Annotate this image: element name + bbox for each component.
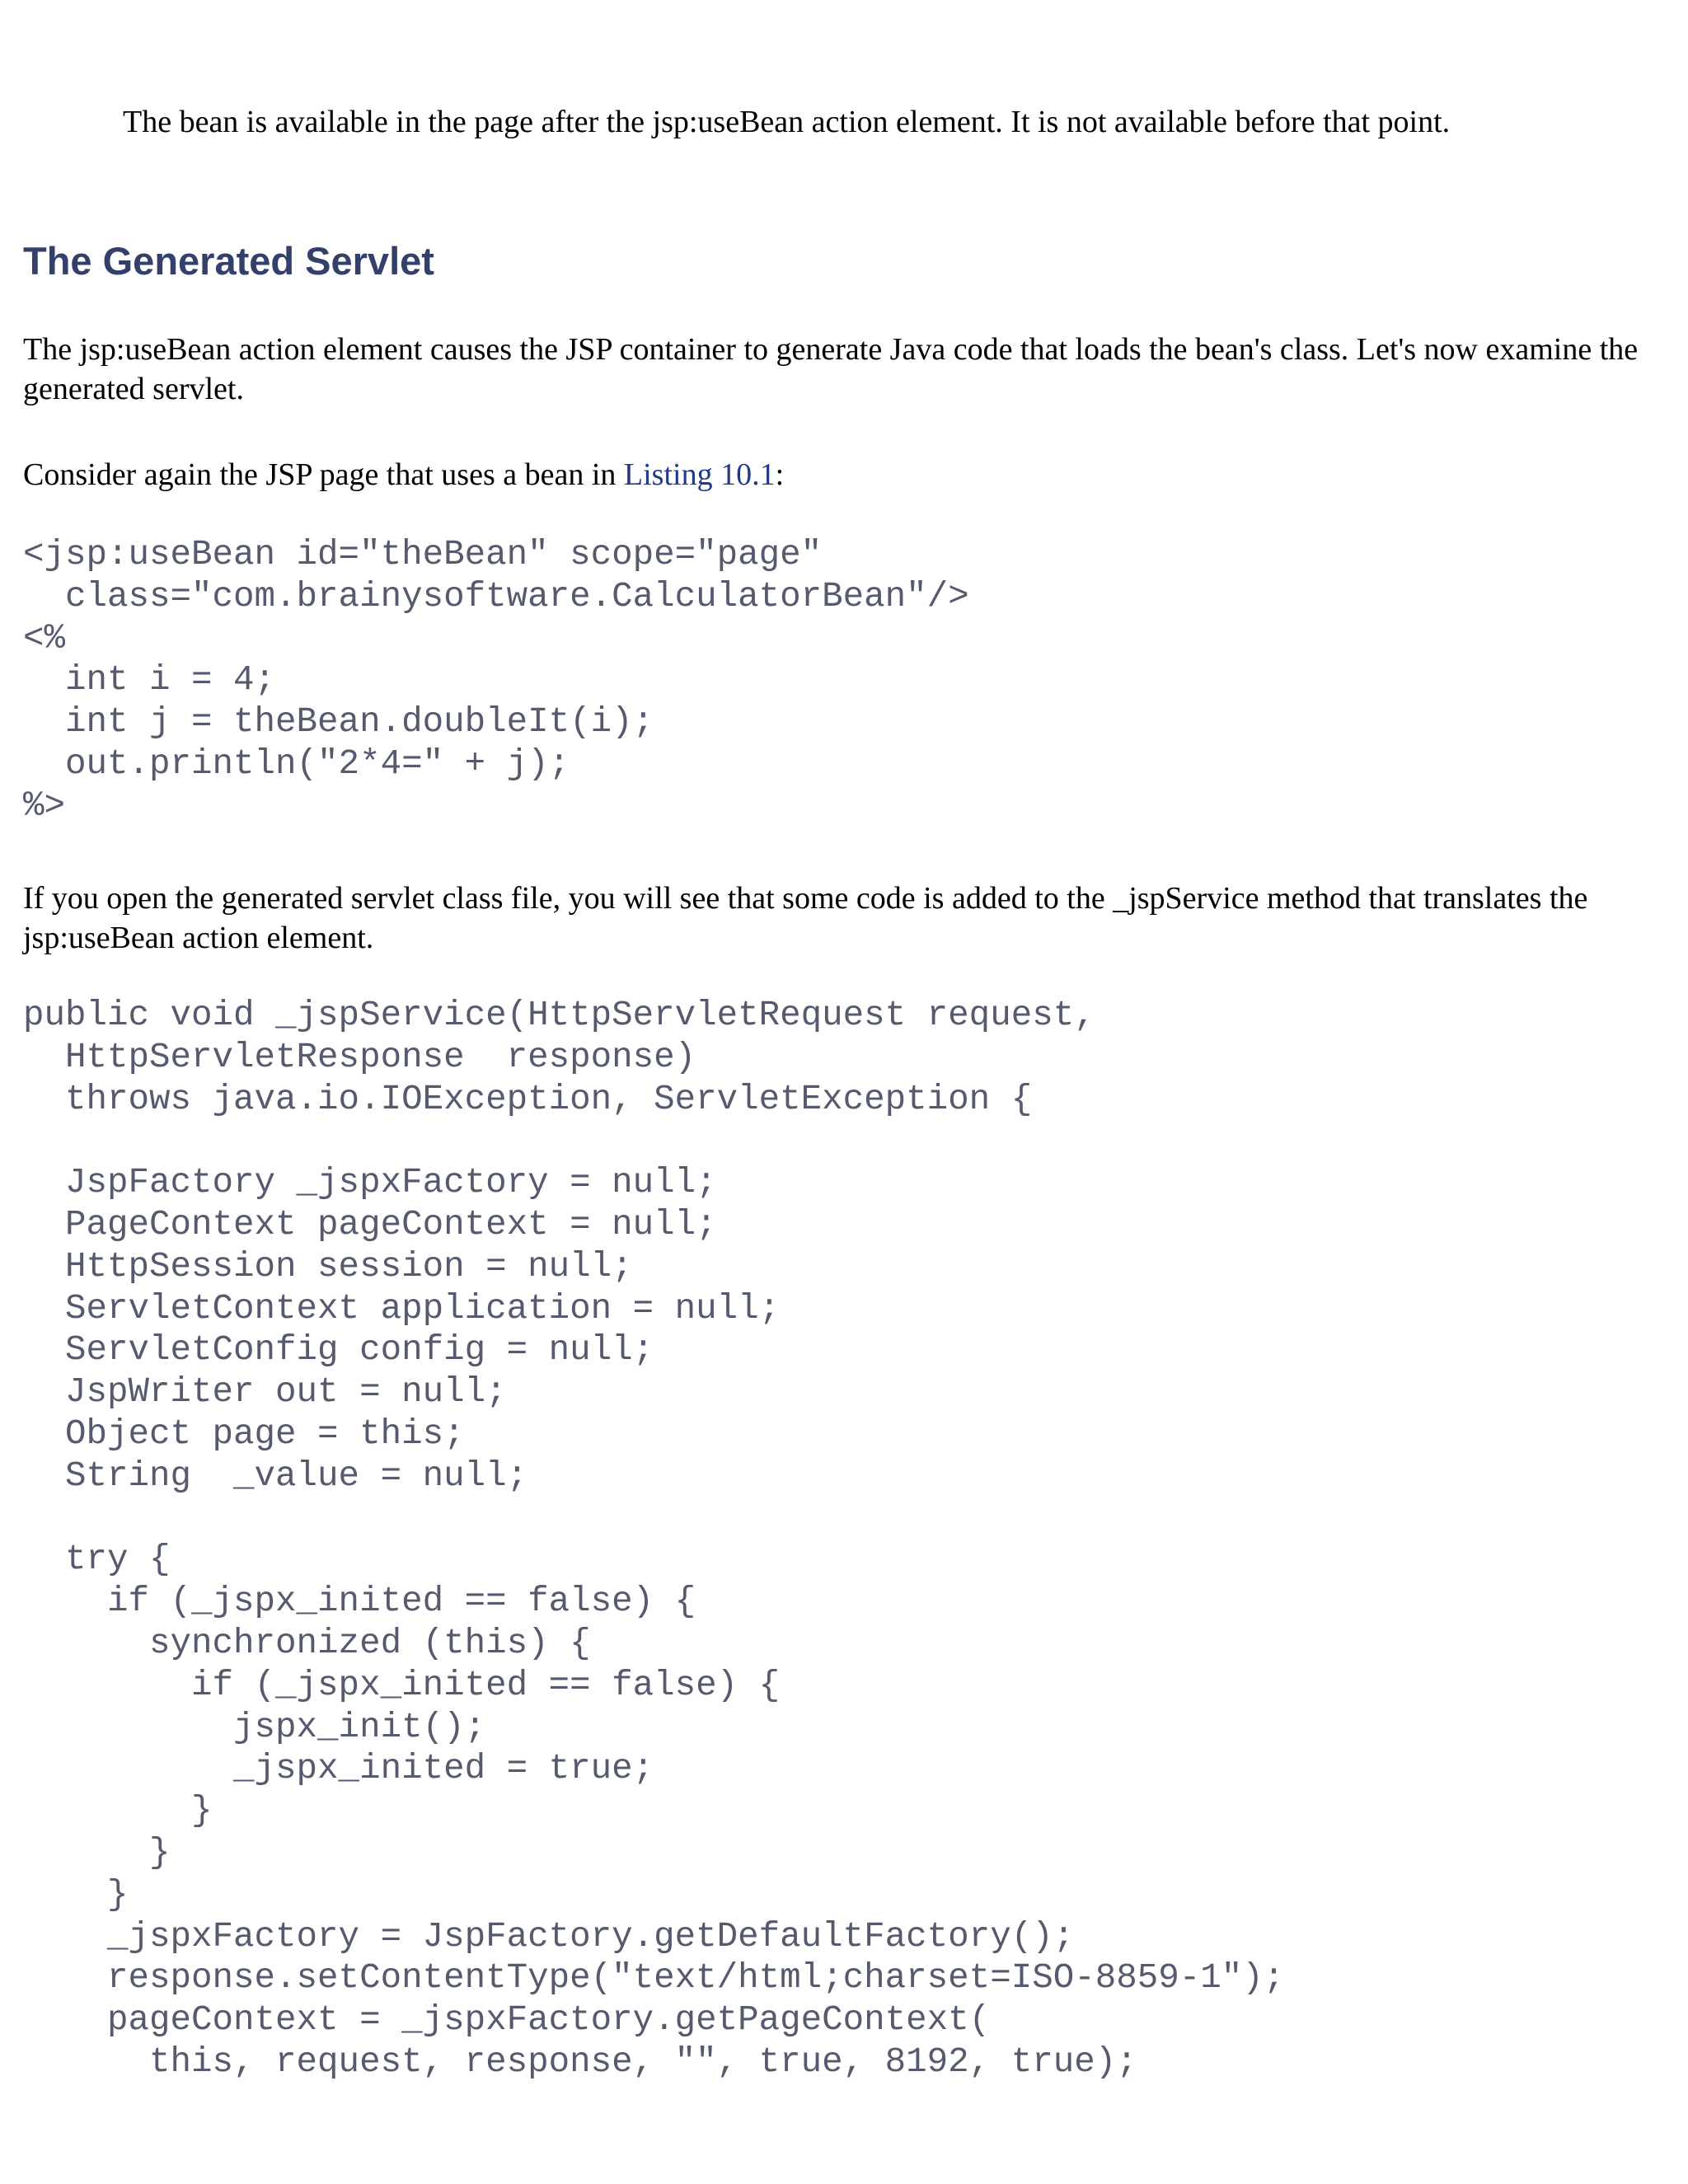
jsp-code-listing: <jsp:useBean id="theBean" scope="page" class="com.brainysoftware.CalculatorBean"/> <% int i = 4; int j = theBean.doubleIt(i); out.println("2*4=" + j); %> (23, 535, 969, 826)
paragraph-generated-servlet: If you open the generated servlet class file, you will see that some code is added to the _jspService method that translates the jsp:useBean action element. (23, 881, 1588, 955)
intro-note: The bean is available in the page after the jsp:useBean action element. It is not available before that point. (123, 105, 1451, 139)
paragraph-intro: The jsp:useBean action element causes the JSP container to generate Java code that loads the bean's class. Let's now examine the generated servlet. (23, 332, 1639, 406)
paragraph-text-before-link: Consider again the JSP page that uses a bean in (23, 457, 624, 492)
servlet-code-listing: public void _jspService(HttpServletRequest request, HttpServletResponse response) throws java.io.IOException, ServletException { JspFactory _jspxFactory = null; PageContext pageContext = null; HttpSession session = null; ServletContext application = null; ServletConfig config = null; JspWriter out = null; Object page = this; String _value = null; try { if (_jspx_inited == false) { synchronized (this) { if (_jspx_inited == false) { jspx_init(); _jspx_inited = true; } } } _jspxFactory = JspFactory.getDefaultFactory(); response.setContentType("text/html;charset=ISO-8859-1"); pageContext = _jspxFactory.getPageContext( this, request, response, "", true, 8192, true); (23, 996, 1285, 2082)
paragraph-text-after-link: : (775, 457, 785, 492)
section-title: The Generated Servlet (23, 239, 434, 283)
paragraph-listing-reference (23, 455, 1663, 494)
listing-10-1-link[interactable]: Listing 10.1 (623, 457, 776, 492)
